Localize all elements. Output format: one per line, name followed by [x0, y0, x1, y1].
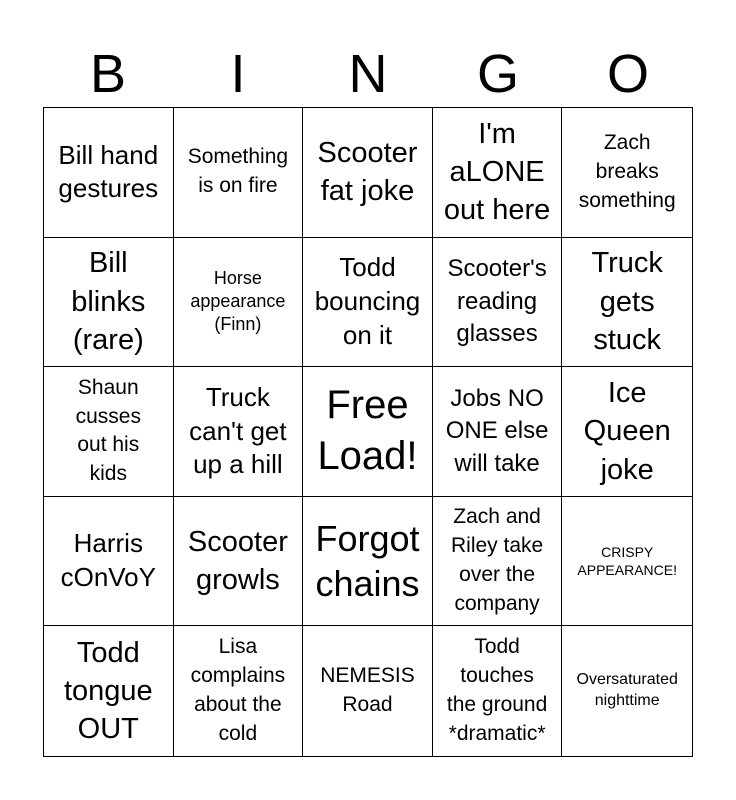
bingo-cell[interactable]	[303, 497, 433, 627]
cell-label: Lisa complains about the cold	[190, 635, 286, 746]
header-letter-n: N	[348, 44, 388, 104]
bingo-cell[interactable]	[433, 626, 563, 756]
bingo-cell[interactable]	[44, 238, 174, 368]
cell-label: Zach breaks something	[578, 130, 676, 212]
bingo-cell[interactable]	[433, 497, 563, 627]
bingo-cell[interactable]	[562, 497, 692, 627]
cell-label: Scooter's reading glasses	[447, 254, 547, 348]
bingo-cell[interactable]	[303, 108, 433, 238]
cell-label: Truck gets stuck	[591, 247, 663, 357]
cell-label: Forgot chains	[315, 518, 420, 605]
cell-label: Horse appearance (Finn)	[190, 268, 286, 335]
bingo-cell[interactable]	[303, 626, 433, 756]
cell-label: Oversaturated nighttime	[576, 671, 678, 710]
bingo-cell[interactable]	[174, 497, 304, 627]
cell-label: CRISPY APPEARANCE!	[577, 543, 677, 579]
cell-label: Bill blinks (rare)	[71, 247, 146, 357]
bingo-cell[interactable]	[433, 367, 563, 497]
bingo-cell[interactable]	[303, 238, 433, 368]
cell-label: Todd touches the ground *dramatic*	[446, 635, 548, 746]
bingo-cell[interactable]	[44, 108, 174, 238]
cell-label: Ice Queen joke	[583, 377, 671, 486]
bingo-card-grid	[43, 107, 693, 757]
header-letter-i: I	[230, 44, 246, 104]
cell-label: NEMESIS Road	[320, 664, 415, 717]
cell-label: Harris cOnVoY	[60, 528, 156, 593]
bingo-cell[interactable]	[174, 626, 304, 756]
bingo-cell[interactable]	[44, 367, 174, 497]
cell-label: Zach and Riley take over the company	[450, 505, 544, 616]
cell-label: Todd tongue OUT	[63, 636, 153, 746]
bingo-cell[interactable]	[433, 238, 563, 368]
cell-label: I'm aLONE out here	[443, 117, 551, 227]
bingo-cell[interactable]	[44, 497, 174, 627]
cell-label: Bill hand gestures	[58, 139, 159, 204]
cell-label: Shaun cusses out his kids	[75, 375, 141, 486]
cell-label: Something is on fire	[187, 145, 289, 198]
bingo-cell[interactable]	[562, 367, 692, 497]
header-letter-g: G	[476, 44, 519, 104]
cell-label: Scooter growls	[187, 525, 288, 597]
bingo-cell[interactable]	[44, 626, 174, 756]
cell-label: Jobs NO ONE else will take	[445, 384, 549, 477]
cell-label: Todd bouncing on it	[314, 252, 421, 350]
cell-label: Scooter fat joke	[317, 137, 418, 208]
bingo-header	[43, 40, 693, 108]
header-letter-o: O	[606, 44, 649, 104]
header-letter-b: B	[89, 44, 127, 104]
bingo-cell[interactable]	[174, 367, 304, 497]
bingo-cell[interactable]	[174, 108, 304, 238]
free-space-label: Free Load!	[317, 383, 418, 479]
bingo-cell[interactable]	[174, 238, 304, 368]
bingo-cell[interactable]	[562, 238, 692, 368]
cell-label: Truck can't get up a hill	[189, 381, 287, 480]
bingo-cell[interactable]	[433, 108, 563, 238]
bingo-cell[interactable]	[562, 626, 692, 756]
bingo-cell free-space[interactable]	[303, 367, 433, 497]
bingo-cell[interactable]	[562, 108, 692, 238]
